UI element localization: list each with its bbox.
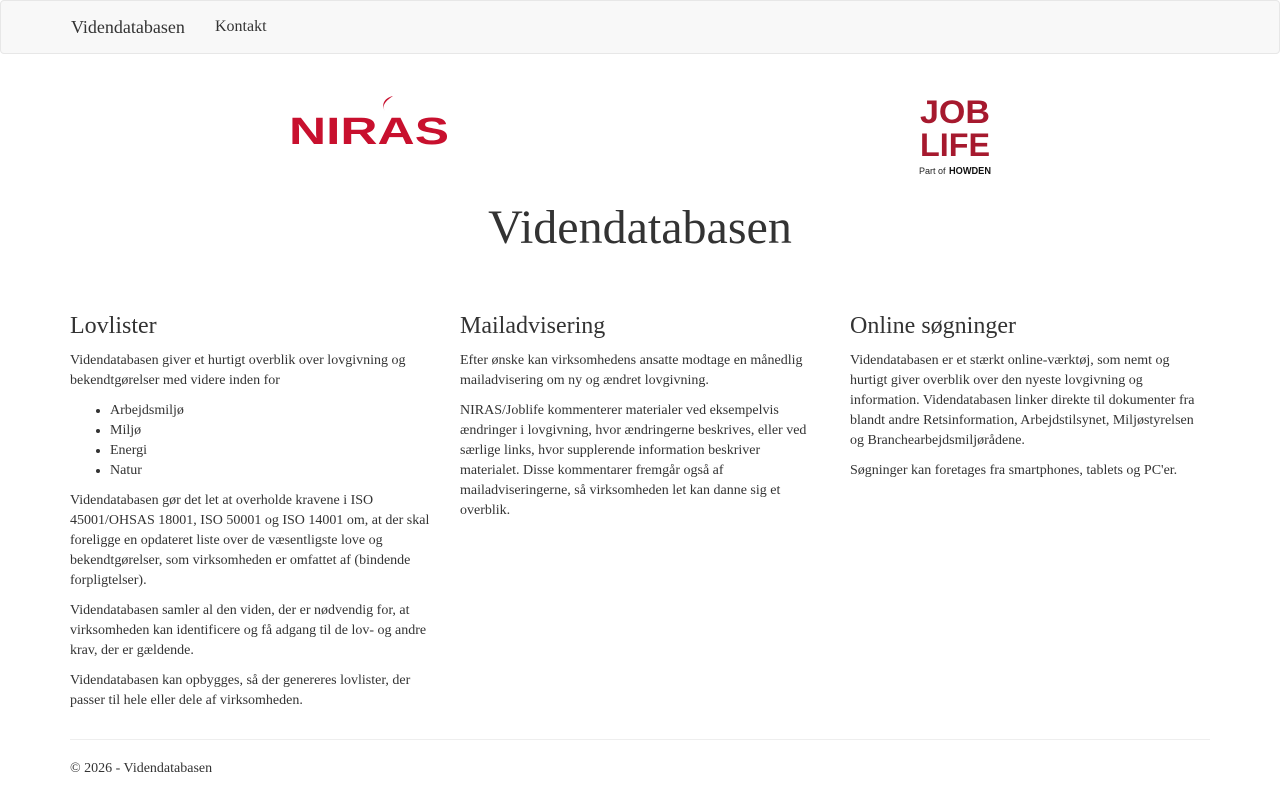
column-online-sogninger bbox=[850, 310, 1210, 491]
footer-copyright: © 2026 - Videndatabasen bbox=[70, 761, 213, 776]
footer-divider bbox=[70, 739, 1210, 740]
niras-logo-text: NIRAS bbox=[289, 111, 449, 145]
list-item: • Energi bbox=[110, 441, 434, 461]
nav-link-kontakt[interactable]: Kontakt bbox=[215, 18, 267, 35]
joblife-logo-line2: LIFE bbox=[920, 127, 990, 163]
niras-logo-swoosh bbox=[383, 96, 393, 111]
column-paragraph: Videndatabasen er et stærkt online-værktøj, som nemt og hurtigt giver overblik over den nyeste lovgivning og information. Videndatabasen linker direkte til dokumenter fra blandt andre Retsinformation, Arbejdstilsynet, Miljøstyrelsen og Branchearbejdsmiljørådene. bbox=[850, 353, 1195, 448]
column-heading: Online søgninger bbox=[850, 313, 1016, 339]
navbar-brand-link[interactable]: Videndatabasen bbox=[71, 17, 185, 37]
niras-logo bbox=[289, 93, 451, 145]
joblife-logo-sub-prefix: Part of bbox=[919, 166, 946, 176]
joblife-logo-sub-brand: HOWDEN bbox=[949, 166, 991, 177]
page-title: Videndatabasen bbox=[488, 201, 792, 254]
column-paragraph: Videndatabasen gør det let at overholde kravene i ISO 45001/OHSAS 18001, ISO 50001 og ISO 14001 om, at der skal foreligge en opdateret liste over de væsentligste love og bekendtgørelser, som virksomheden er omfattet af (bindende forpligtelser). bbox=[70, 493, 430, 588]
list-item: • Miljø bbox=[110, 421, 434, 441]
column-paragraph: Videndatabasen samler al den viden, der er nødvendig for, at virksomheden kan identificere og få adgang til de lov- og andre krav, der er gældende. bbox=[70, 603, 427, 658]
joblife-logo bbox=[916, 93, 994, 177]
list-item: • Natur bbox=[110, 461, 434, 481]
column-heading: Lovlister bbox=[70, 313, 157, 339]
column-heading: Mailadvisering bbox=[460, 313, 606, 339]
column-mailadvisering bbox=[460, 310, 820, 531]
column-lovlister bbox=[70, 310, 434, 721]
column-paragraph: NIRAS/Joblife kommenterer materialer ved eksempelvis ændringer i lovgivning, hvor ændringerne beskrives, eller ved særlige links, hvor supplerende information beskriver materialet. Disse kommentarer fremgår også af mailadviseringerne, så virksomheden let kan danne sig et overblik. bbox=[460, 403, 807, 518]
column-paragraph: Søgninger kan foretages fra smartphones, tablets og PC'er. bbox=[850, 463, 1178, 478]
column-paragraph: Videndatabasen kan opbygges, så der genereres lovlister, der passer til hele eller dele af virksomheden. bbox=[70, 673, 411, 708]
list-item: • Arbejdsmiljø bbox=[110, 401, 434, 421]
column-paragraph: Efter ønske kan virksomhedens ansatte modtage en månedlig mailadvisering om ny og ændret lovgivning. bbox=[460, 353, 803, 388]
navbar bbox=[0, 0, 1280, 54]
column-intro: Videndatabasen giver et hurtigt overblik over lovgivning og bekendtgørelser med videre inden for bbox=[70, 353, 406, 388]
joblife-logo-line1: JOB bbox=[920, 94, 990, 130]
topic-list bbox=[70, 401, 434, 481]
